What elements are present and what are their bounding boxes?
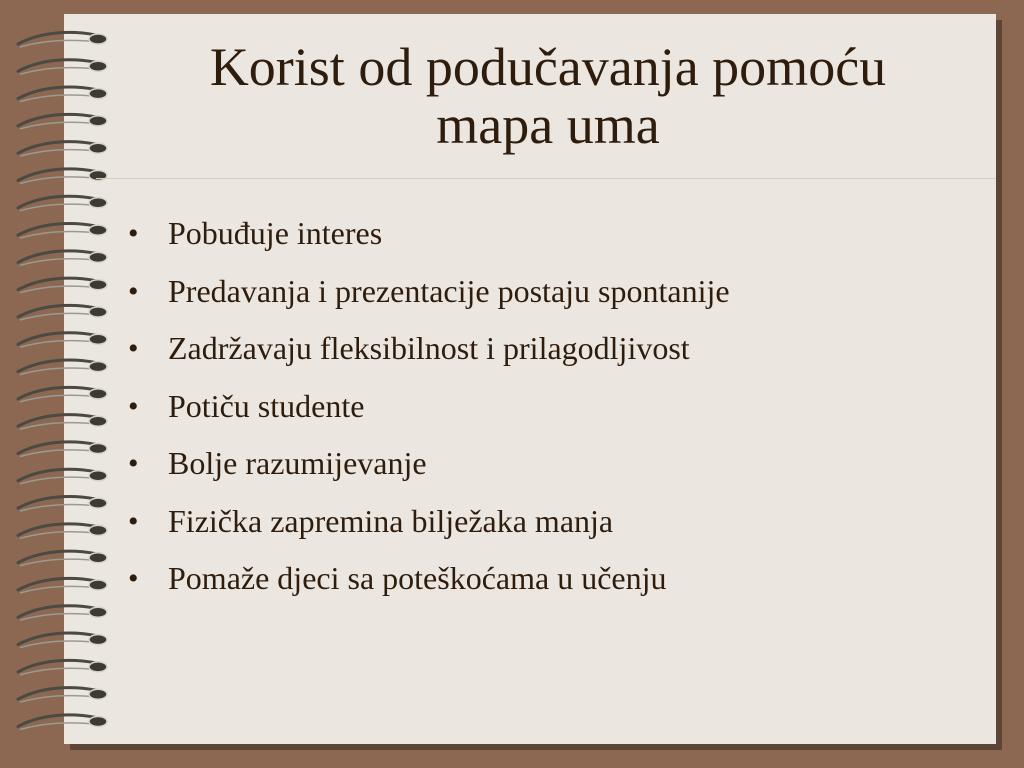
bullet-text: Pomaže djeci sa poteškoćama u učenju (168, 560, 667, 596)
bullet-text: Zadržavaju fleksibilnost i prilagodljivost (168, 330, 690, 366)
bullet-icon: • (128, 217, 139, 250)
bullet-item (128, 205, 730, 263)
spiral-ring-icon (18, 715, 107, 730)
bullet-item (128, 550, 730, 608)
spiral-ring-icon (18, 142, 107, 157)
spiral-ring-icon (18, 60, 107, 75)
spiral-ring-icon (18, 169, 107, 184)
bullet-icon: • (128, 332, 139, 365)
bullet-text: Predavanja i prezentacije postaju spontanije (168, 272, 730, 309)
spiral-ring-icon (18, 87, 107, 102)
spiral-ring-icon (18, 415, 107, 430)
bullet-text: Bolje razumijevanje (168, 445, 427, 481)
bullet-item (128, 320, 730, 378)
spiral-ring-icon (18, 660, 107, 675)
bullet-icon: • (128, 504, 139, 538)
bullet-item (128, 435, 730, 493)
bullet-icon: • (128, 274, 139, 308)
bullet-item (128, 493, 730, 551)
bullet-icon: • (128, 562, 139, 595)
bullet-text: Fizička zapremina bilježaka manja (168, 502, 614, 539)
spiral-ring-icon (18, 442, 107, 457)
spiral-ring-icon (18, 305, 107, 320)
spiral-ring-icon (18, 497, 107, 512)
bullet-list (128, 205, 730, 608)
spiral-ring-icon (18, 524, 107, 539)
spiral-ring-icon (18, 114, 107, 129)
spiral-ring-icon (18, 633, 107, 648)
bullet-icon: • (128, 389, 139, 423)
spiral-ring-icon (18, 469, 107, 484)
title-line-2: mapa uma (436, 95, 660, 155)
spiral-ring-icon (18, 196, 107, 211)
spiral-ring-icon (18, 387, 107, 402)
bullet-text: Pobuđuje interes (168, 215, 383, 251)
spiral-ring-icon (18, 251, 107, 266)
spiral-ring-icon (18, 32, 107, 47)
bullet-item (128, 378, 730, 436)
title-divider (96, 178, 996, 179)
spiral-ring-icon (18, 360, 107, 375)
slide-title (100, 38, 996, 154)
bullet-item (128, 263, 730, 321)
title-line-1: Korist od podučavanja pomoću (209, 37, 887, 97)
spiral-ring-icon (18, 224, 107, 239)
spiral-ring-icon (18, 578, 107, 593)
spiral-ring-icon (18, 278, 107, 293)
spiral-ring-icon (18, 333, 107, 348)
spiral-ring-icon (18, 551, 107, 566)
spiral-ring-icon (18, 688, 107, 703)
bullet-text: Potiču studente (168, 387, 365, 424)
bullet-icon: • (128, 447, 139, 480)
spiral-ring-icon (18, 606, 107, 621)
